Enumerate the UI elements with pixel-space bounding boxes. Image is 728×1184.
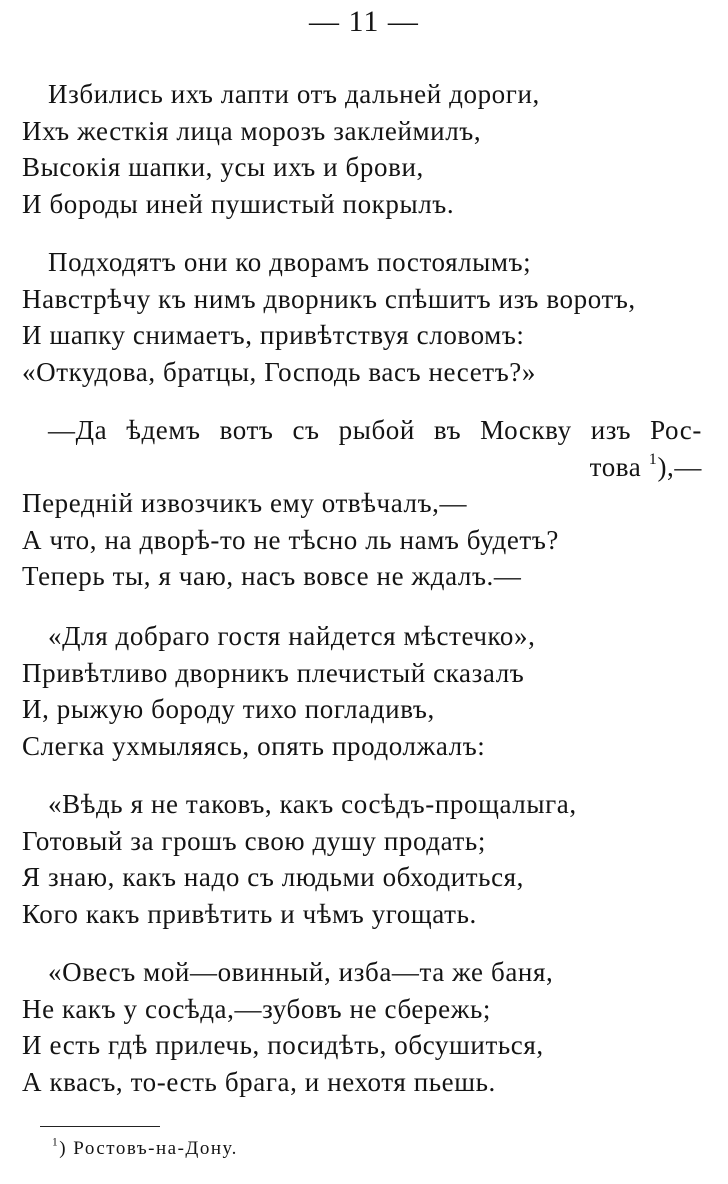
stanza-3	[22, 412, 702, 595]
continuation-tail: ),—	[657, 451, 702, 482]
verse-line: «Откудова, братцы, Господь васъ несетъ?»	[22, 356, 536, 387]
verse-line: И шапку снимаетъ, привѣтствуя словомъ:	[22, 320, 525, 350]
verse-line-continuation	[22, 449, 702, 486]
word: —Да	[48, 415, 108, 445]
verse-line: «Овесъ мой—овинный, изба—та же баня,	[48, 957, 554, 987]
verse-line: Ихъ жесткія лица морозъ заклеймилъ,	[22, 115, 482, 146]
verse-line: Избились ихъ лапти отъ дальней дороги,	[48, 79, 540, 109]
verse-line: А что, на дворѣ-то не тѣсно ль намъ будетъ?	[22, 524, 559, 555]
stanza-6	[22, 954, 702, 1100]
word: въ	[433, 415, 462, 445]
footnote-divider	[40, 1126, 160, 1127]
word: Рос-	[650, 415, 702, 445]
continuation-word: това	[589, 451, 642, 482]
stanza-5	[22, 786, 702, 932]
word: съ	[292, 415, 320, 445]
verse-line: Не какъ у сосѣда,—зубовъ не сбережь;	[22, 993, 491, 1024]
verse-line: «Для добраго гостя найдется мѣстечко»,	[48, 621, 536, 651]
verse-line: Передній извозчикъ ему отвѣчалъ,—	[22, 488, 468, 518]
footnote-reference[interactable]: 1	[648, 449, 658, 468]
verse-line: Привѣтливо дворникъ плечистый сказалъ	[22, 657, 525, 688]
footnote-mark: 1	[52, 1136, 60, 1149]
word: ѣдемъ	[126, 415, 201, 445]
footnote	[52, 1136, 238, 1162]
verse-line: И, рыжую бороду тихо погладивъ,	[22, 694, 435, 724]
verse-line: Высокія шапки, усы ихъ и брови,	[22, 152, 424, 182]
verse-line: И есть гдѣ прилечь, посидѣть, обсушиться,	[22, 1030, 544, 1060]
page-number: — 11 —	[309, 5, 419, 38]
verse-line: Я знаю, какъ надо съ людьми обходиться,	[22, 862, 525, 892]
verse-line: И бороды иней пушистый покрылъ.	[22, 188, 455, 219]
word: рыбой	[338, 415, 415, 445]
verse-line: Навстрѣчу къ нимъ дворникъ спѣшитъ изъ воротъ,	[22, 283, 636, 314]
verse-line-justified	[22, 412, 702, 449]
word: вотъ	[219, 415, 274, 445]
word: Москву	[480, 415, 572, 445]
verse-line: Кого какъ привѣтить и чѣмъ угощать.	[22, 898, 477, 929]
verse-line: А квасъ, то-есть брага, и нехотя пьешь.	[22, 1066, 496, 1097]
verse-line: Подходятъ они ко дворамъ постоялымъ;	[48, 247, 532, 277]
verse-line: Слегка ухмыляясь, опять продолжалъ:	[22, 730, 486, 761]
verse-line: Теперь ты, я чаю, насъ вовсе не ждалъ.—	[22, 561, 522, 591]
verse-line: Готовый за грошъ свою душу продать;	[22, 825, 486, 856]
stanza-1	[22, 76, 702, 222]
footnote-text: ) Ростовъ-на-Дону.	[59, 1138, 238, 1159]
stanza-4	[22, 618, 702, 764]
stanza-2	[22, 244, 702, 390]
verse-line: «Вѣдь я не таковъ, какъ сосѣдъ-прощалыга,	[48, 789, 577, 819]
word: изъ	[590, 415, 632, 445]
